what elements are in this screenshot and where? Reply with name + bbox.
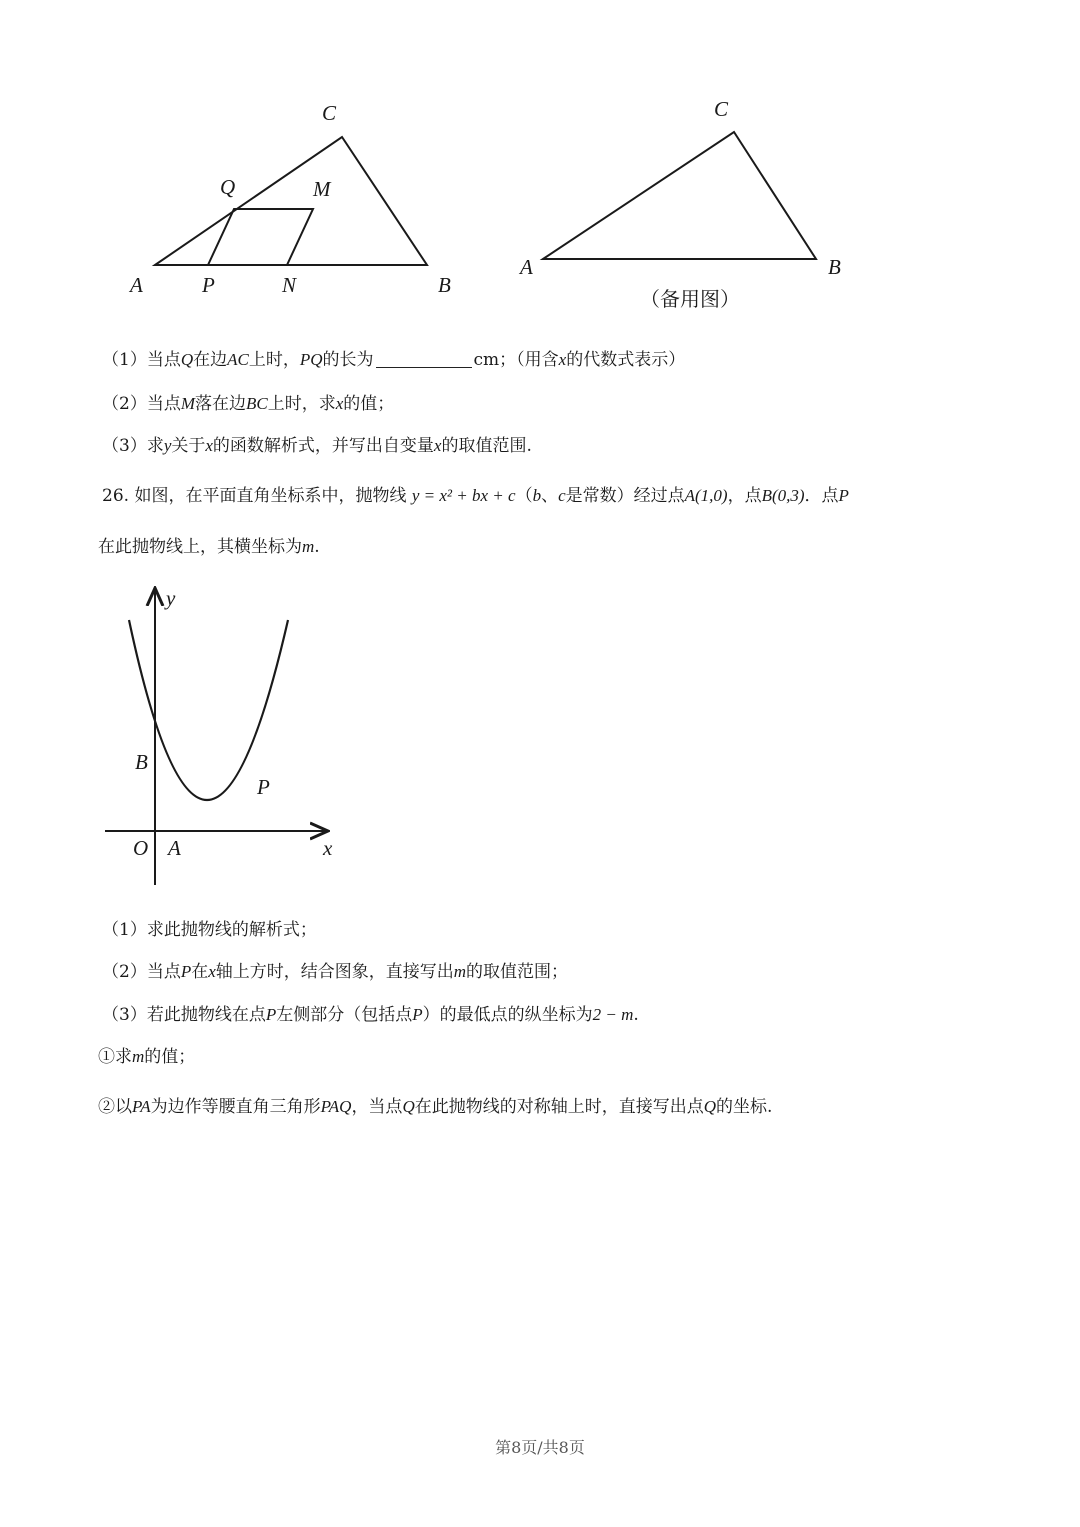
label-b-spare: B	[828, 255, 841, 279]
var-paq: PAQ	[320, 1097, 352, 1116]
text: ．点	[804, 486, 839, 506]
text: （3）若此抛物线在点	[102, 1005, 266, 1025]
parabola-curve	[129, 620, 288, 800]
label-point-p: P	[257, 775, 270, 799]
var-p: P	[838, 486, 849, 505]
var-q: Q	[703, 1097, 716, 1116]
var-y: y	[163, 436, 172, 455]
q26-sub2	[102, 957, 568, 982]
text: 关于	[171, 436, 206, 456]
text: （3）求	[102, 436, 164, 456]
text: 为边作等腰直角三角形	[150, 1097, 321, 1117]
q25-sub3	[102, 431, 532, 456]
text: 的值；	[144, 1047, 196, 1067]
text: ）的最低点的纵坐标为	[422, 1005, 593, 1025]
text: 在	[191, 962, 209, 982]
text: ，点	[727, 486, 762, 506]
text: 轴上方时，结合图象，直接写出	[215, 962, 454, 982]
label-b: B	[438, 273, 451, 297]
figure-caption: （备用图）	[640, 287, 740, 311]
q26-sub1	[102, 915, 317, 940]
var-x: x	[205, 436, 213, 455]
label-point-b: B	[135, 750, 148, 774]
point-b: B(0,3)	[761, 486, 805, 505]
expression: 2 − m	[592, 1005, 634, 1024]
figure-spare-triangle	[510, 90, 870, 320]
var-x: x	[208, 962, 216, 981]
label-origin: O	[133, 836, 149, 860]
label-a: A	[130, 273, 143, 297]
label-c: C	[322, 101, 337, 125]
parabola-graph	[100, 585, 350, 895]
text: 的长为	[322, 350, 374, 370]
page-footer: 第8页/共8页	[495, 1438, 585, 1457]
var-x: x	[558, 350, 567, 369]
q26-sub3-part1	[98, 1042, 195, 1067]
label-c-spare: C	[714, 97, 729, 121]
triangle-abc	[155, 137, 427, 265]
var-p: P	[265, 1005, 277, 1024]
text: cm；（用含	[473, 350, 559, 370]
q26-stem-line2	[98, 532, 320, 557]
text: .	[633, 1005, 639, 1025]
label-point-a: A	[168, 836, 181, 860]
var-m: m	[302, 537, 315, 556]
text: 的取值范围；	[466, 962, 569, 982]
text: 在此抛物线上，其横坐标为	[98, 537, 302, 557]
q25-sub2	[102, 389, 394, 414]
text: 上时，	[248, 350, 300, 370]
text: ①求	[98, 1047, 132, 1067]
var-pq: PQ	[299, 350, 323, 369]
text: ，当点	[351, 1097, 403, 1117]
triangle-abc-spare	[543, 132, 816, 259]
figure-triangle-parallelogram	[120, 90, 480, 310]
text: 左侧部分（包括点	[276, 1005, 413, 1025]
var-q: Q	[180, 350, 194, 369]
q26-sub3	[102, 1000, 639, 1025]
var-m: M	[180, 394, 195, 413]
var-p: P	[412, 1005, 423, 1024]
label-y-axis: y	[166, 586, 176, 610]
var-p: P	[180, 962, 192, 981]
q25-sub1	[102, 345, 685, 370]
var-b: b	[532, 486, 542, 505]
var-x: x	[335, 394, 344, 413]
label-m: M	[313, 177, 331, 201]
var-bc: BC	[246, 394, 268, 413]
text: （2）当点	[102, 962, 181, 982]
point-a: A(1,0)	[684, 486, 728, 505]
var-pa: PA	[132, 1097, 151, 1116]
var-q: Q	[402, 1097, 415, 1116]
text: 上时，求	[267, 394, 336, 414]
var-m: m	[132, 1047, 145, 1066]
text: 的值；	[343, 394, 395, 414]
label-x-axis: x	[323, 836, 333, 860]
q26-stem-line1	[102, 481, 849, 506]
text: 落在边	[195, 394, 246, 414]
text: 26. 如图，在平面直角坐标系中，抛物线	[102, 486, 407, 506]
equation: y = x² + bx + c	[411, 486, 516, 505]
label-n: N	[282, 273, 297, 297]
answer-blank[interactable]	[376, 349, 472, 368]
label-q: Q	[220, 175, 236, 199]
text: 的函数解析式，并写出自变量	[212, 436, 434, 456]
label-p: P	[202, 273, 215, 297]
text: 的坐标.	[716, 1097, 773, 1117]
var-x: x	[433, 436, 442, 455]
text: .	[314, 537, 320, 557]
var-m: m	[453, 962, 467, 981]
var-ac: AC	[227, 350, 249, 369]
text: （1）当点	[102, 350, 181, 370]
text: （	[515, 486, 533, 506]
q26-sub3-part2	[98, 1092, 772, 1117]
var-c: c	[558, 486, 566, 505]
text: （2）当点	[102, 394, 181, 414]
text: 在边	[193, 350, 228, 370]
text: ②以	[98, 1097, 132, 1117]
text: （1）求此抛物线的解析式；	[102, 920, 317, 940]
text: 、	[541, 486, 559, 506]
text: 是常数）经过点	[565, 486, 685, 506]
text: 在此抛物线的对称轴上时，直接写出点	[414, 1097, 704, 1117]
text: 的取值范围.	[441, 436, 532, 456]
label-a-spare: A	[520, 255, 533, 279]
text: 的代数式表示）	[566, 350, 686, 370]
